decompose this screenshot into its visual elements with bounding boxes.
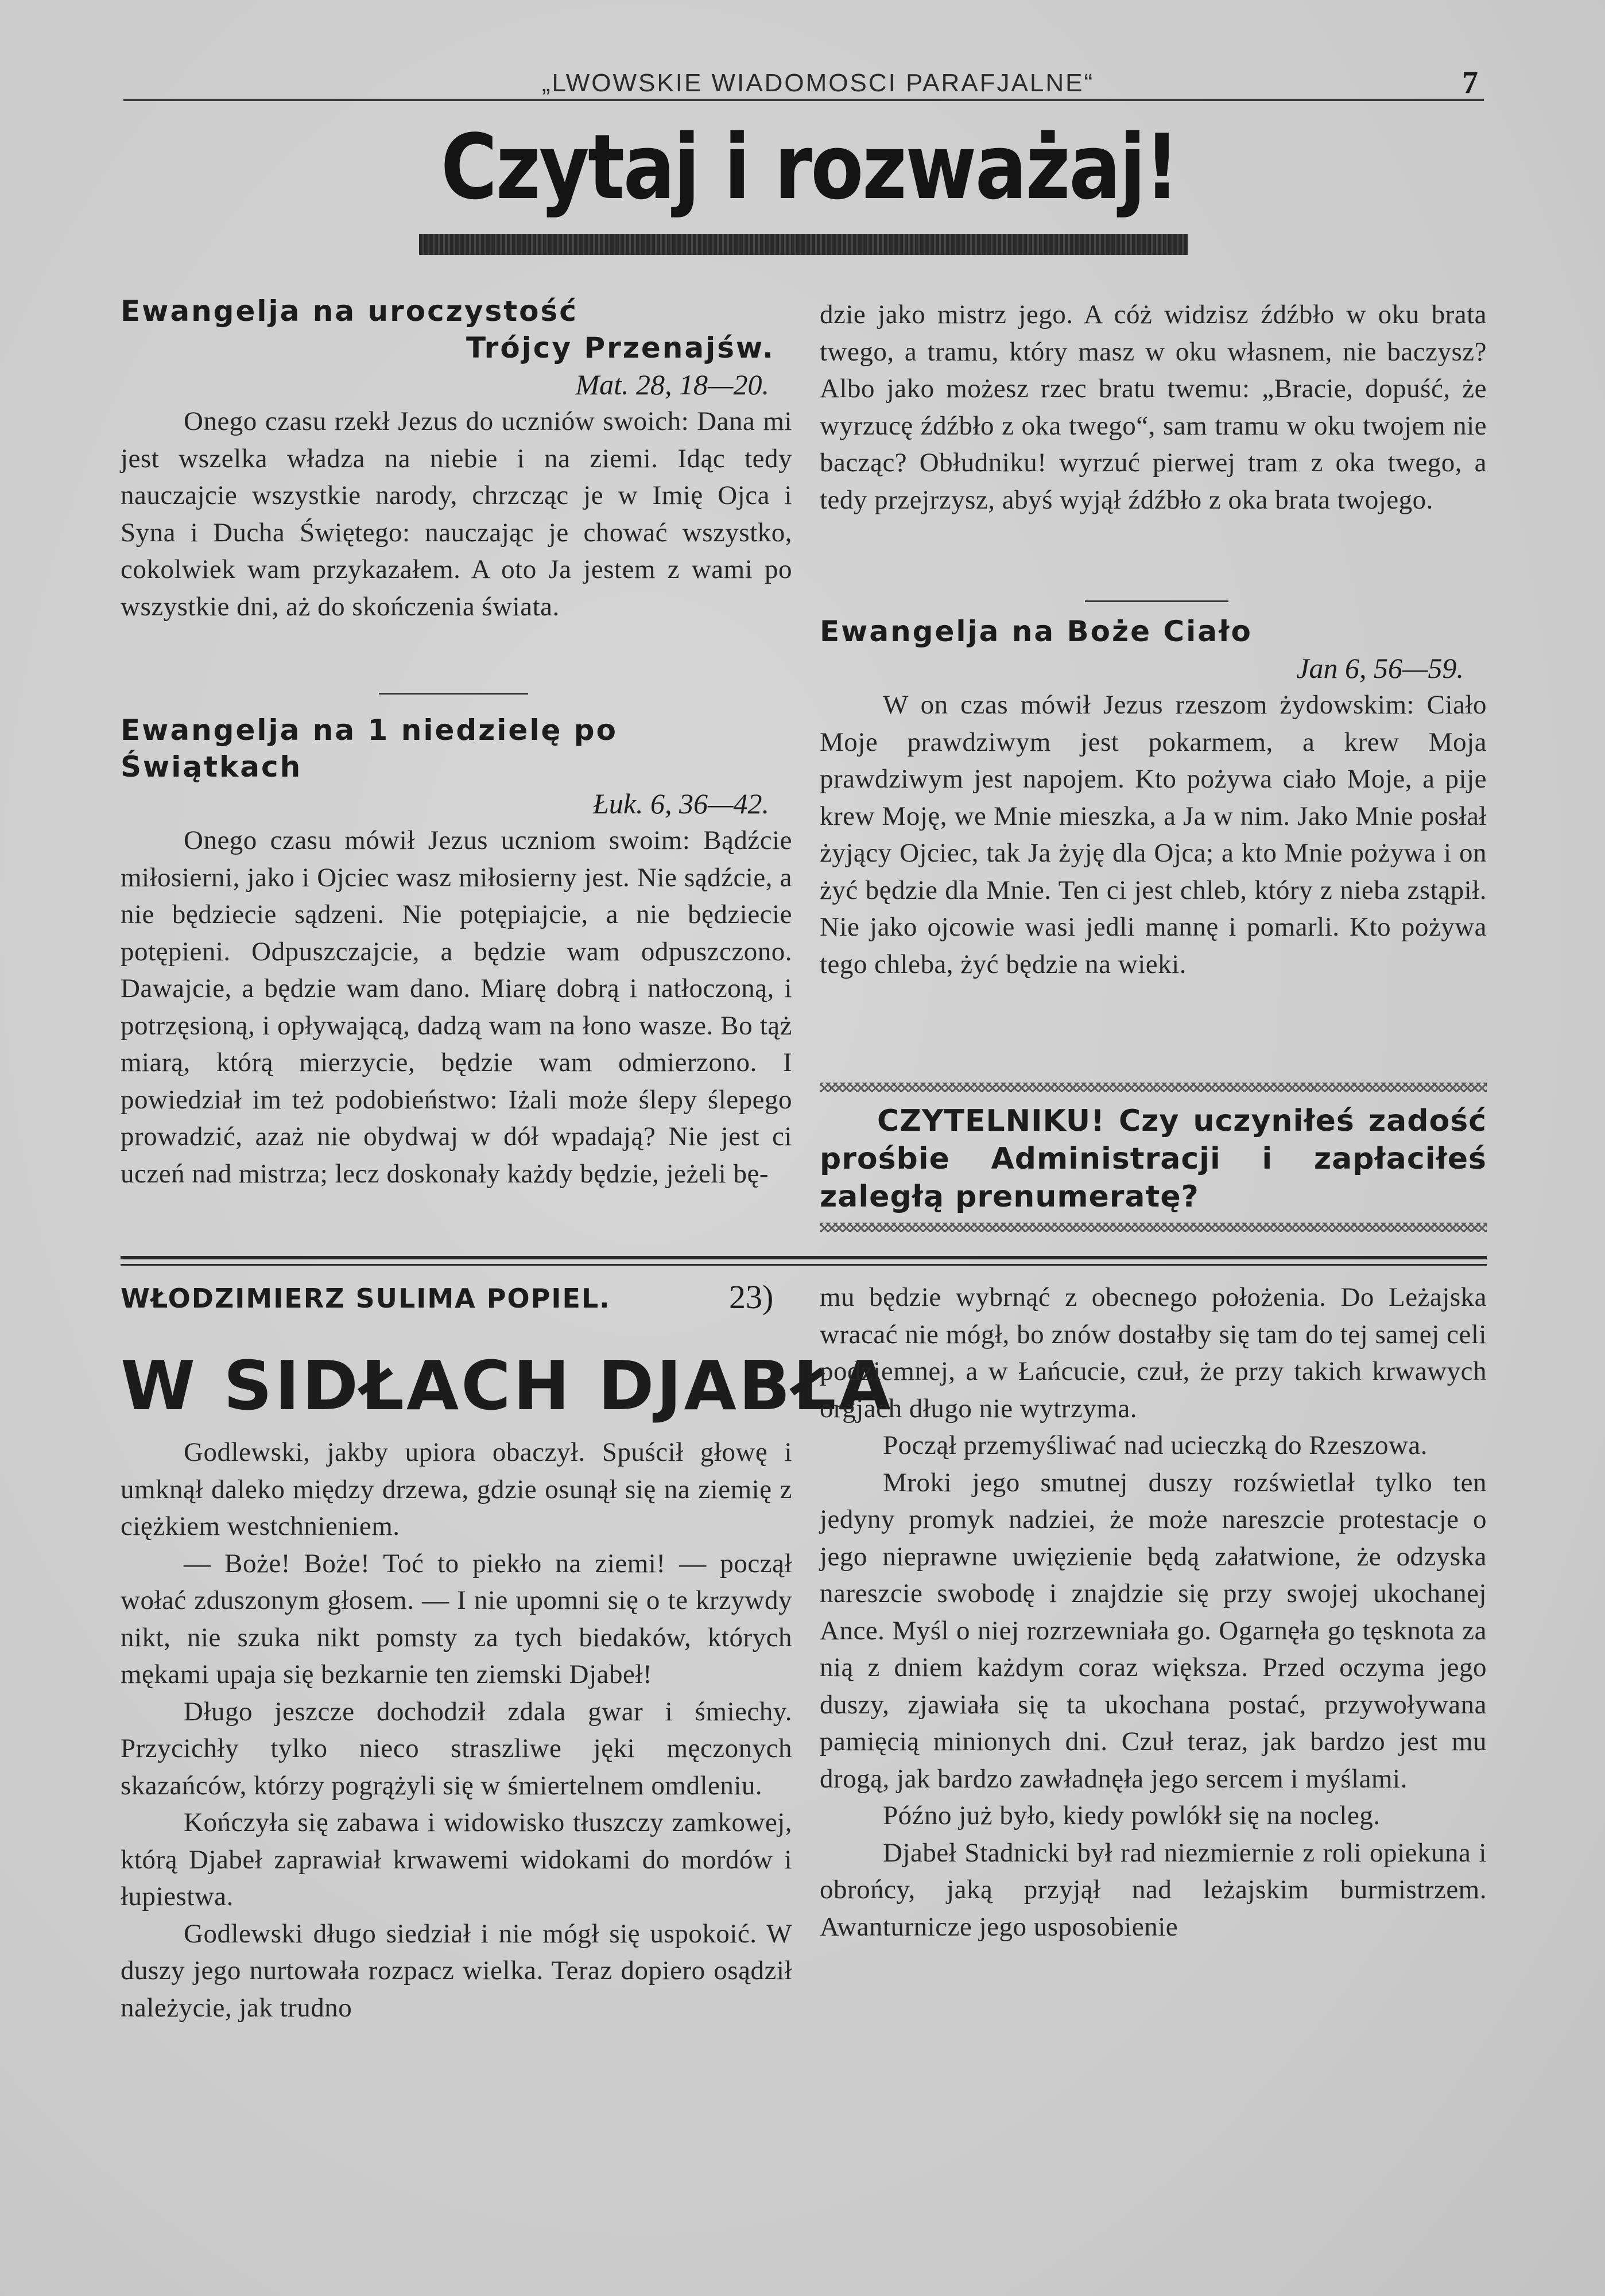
serial-paragraph: Długo jeszcze dochodził zdala gwar i śmiechy. Przycichły tylko nieco straszliwe jęki męczonych skazańców, którzy pogrążyli się w śmiertelnem omdleniu. — [121, 1696, 792, 1801]
gospel-text — [820, 687, 1487, 983]
gospel-heading: Ewangelja na 1 niedzielę po Świątkach — [121, 713, 618, 784]
section-title: Czytaj i rozważaj! — [440, 115, 1178, 219]
gospel-text-continued — [820, 296, 1487, 518]
gospel-paragraph: Onego czasu rzekł Jezus do uczniów swoich: Dana mi jest wszelka władza na niebie i na ziemi. Idąc tedy nauczajcie wszystkie narody, chrzcząc je w Imię Ojca i Syna i Ducha Świętego: nauczając je chować wszystko, cokolwiek wam przykazałem. A oto Ja jestem z wami po wszystkie dni, aż do skończenia świata. — [121, 406, 792, 622]
serial-author: WŁODZIMIERZ SULIMA POPIEL. — [121, 1283, 611, 1314]
gospel-text — [121, 822, 792, 1192]
title-underline-bar — [419, 234, 1188, 255]
gospel-reference: Jan 6, 56—59. — [1296, 652, 1464, 684]
gospel-trinity — [121, 293, 792, 625]
serial-paragraph: Począł przemyśliwać nad ucieczką do Rzeszowa. — [883, 1430, 1428, 1460]
serial-paragraph: Djabeł Stadnicki był rad niezmiernie z roli opiekuna i obrońcy, jaką przyjął nad leżajskim burmistrzem. Awanturnicze jego usposobienie — [820, 1837, 1487, 1942]
serial-text-left — [121, 1434, 792, 2026]
page-number: 7 — [1462, 65, 1478, 100]
serial-text-right — [820, 1279, 1487, 1945]
serial-body — [820, 1279, 1487, 1945]
divider — [379, 693, 528, 695]
divider — [1085, 600, 1228, 602]
gospel-paragraph: Onego czasu mówił Jezus uczniom swoim: Bądźcie miłosierni, jako i Ojciec wasz miłosierny jest. Nie sądźcie, a nie będziecie sądzeni. Nie potępiajcie, a nie będziecie potępieni. Odpuszczajcie, a będzie wam odpuszczono. Dawajcie, a będzie wam dano. Miarę dobrą i natłoczoną, i potrzęsioną, i opływającą, dadzą wam na łono wasze. Bo tąż miarą, którą mierzycie, będzie wam odmierzono. I powiedział im też podobieństwo: Iżali może ślepy ślepego prowadzić, azaż nie obydwaj w dół wpadają? Nie jest ci uczeń nad mistrza; lecz doskonały każdy będzie, jeżeli bę- — [121, 825, 792, 1189]
publication-title: „LWOWSKIE WIADOMOSCI PARAFJALNE“ — [541, 69, 1095, 97]
serial-paragraph: mu będzie wybrnąć z obecnego położenia. Do Leżajska wracać nie mógł, bo znów dostałby się tam do tej samej celi podziemnej, a w Łańcucie, czuł, że przy takich krwawych orgjach długo nie wytrzyma. — [820, 1282, 1487, 1424]
gospel-continuation — [820, 296, 1487, 518]
gospel-reference: Łuk. 6, 36—42. — [593, 788, 769, 820]
gospel-paragraph: dzie jako mistrz jego. A cóż widzisz źdźbło w oku brata twego, a tramu, który masz w oku własnem, nie baczysz? Albo jako możesz rzec bratu twemu: „Bracie, dopuść, że wyrzucę źdźbło z oka twego“, sam tramu w oku twojem nie bacząc? Obłudniku! wyrzuć pierwej tram z oka twego, a tedy przejrzysz, abyś wyjął źdźbło z oka brata twojego. — [820, 300, 1487, 515]
gospel-heading: Ewangelja na uroczystość — [121, 294, 578, 328]
ornamental-border — [820, 1083, 1487, 1092]
serial-title: W SIDŁACH DJABŁA — [121, 1346, 893, 1425]
gospel-text — [121, 403, 792, 625]
serial-paragraph: Kończyła się zabawa i widowisko tłuszczy zamkowej, którą Djabeł zaprawiał krwawemi widokami do mordów i łupiestwa. — [121, 1808, 792, 1911]
ornamental-border — [820, 1223, 1487, 1232]
serial-installment: 23) — [729, 1278, 774, 1316]
serial-paragraph: Mroki jego smutnej duszy rozświetlał tylko ten jedyny promyk nadziei, że może nareszcie protestacje o jego nieprawne uwięzienie będą załatwione, że odzyska nareszcie swobodę i znajdzie się przy swojej ukochanej Ance. Myśl o niej rozrzewniała go. Ogarnęła go tęsknota za nią z dniem każdym coraz większa. Przed oczyma jego duszy, zjawiała się ta ukochana postać, przywoływana pamięcią minionych dni. Czuł teraz, jak bardzo jest mu drogą, jak bardzo zawładnęła jego sercem i myślami. — [820, 1467, 1487, 1794]
serial-paragraph: Godlewski długo siedział i nie mógł się uspokoić. W duszy jego nurtowała rozpacz wielka. Teraz dopiero osądził należycie, jak trudno — [121, 1918, 792, 2023]
section-separator — [121, 1256, 1487, 1266]
gospel-heading: Ewangelja na Boże Ciało — [820, 615, 1253, 648]
serial-paragraph: Godlewski, jakby upiora obaczył. Spuścił głowę i umknął daleko między drzewa, gdzie osunął się na ziemię z ciężkiem westchnieniem. — [121, 1437, 792, 1541]
serial-body — [121, 1434, 792, 2026]
serial-paragraph: — Boże! Boże! Toć to piekło na ziemi! — począł wołać zduszonym głosem. — I nie upomni się o te krzywdy nikt, nie szuka nikt pomsty za tych biedaków, których mękami upaja się bezkarnie ten ziemski Djabeł! — [121, 1548, 792, 1689]
serial-paragraph: Późno już było, kiedy powlókł się na nocleg. — [883, 1801, 1381, 1830]
subscription-notice: CZYTELNIKU! Czy uczyniłeś zadość prośbie Administracji i zapłaciłeś zaległą prenumeratę? — [820, 1104, 1487, 1214]
gospel-first-sunday — [121, 712, 792, 1192]
gospel-corpus-christi — [820, 613, 1487, 983]
gospel-reference: Mat. 28, 18—20. — [575, 369, 769, 401]
gospel-paragraph: W on czas mówił Jezus rzeszom żydowskim: Ciało Moje prawdziwym jest pokarmem, a krew Moja prawdziwym jest napojem. Kto pożywa ciało Moje, a pije krew Moję, we Mnie mieszka, a Ja w nim. Jako Mnie posłał żyjący Ojciec, tak Ja żyję dla Ojca; a kto Mnie pożywa i on żyć będzie dla Mnie. Ten ci jest chleb, który z nieba zstąpił. Nie jako ojcowie wasi jedli mannę i pomarli. Kto pożywa tego chleba, żyć będzie na wieki. — [820, 690, 1487, 979]
page-header — [123, 64, 1484, 101]
gospel-heading-cont: Trójcy Przenajśw. — [466, 331, 775, 364]
